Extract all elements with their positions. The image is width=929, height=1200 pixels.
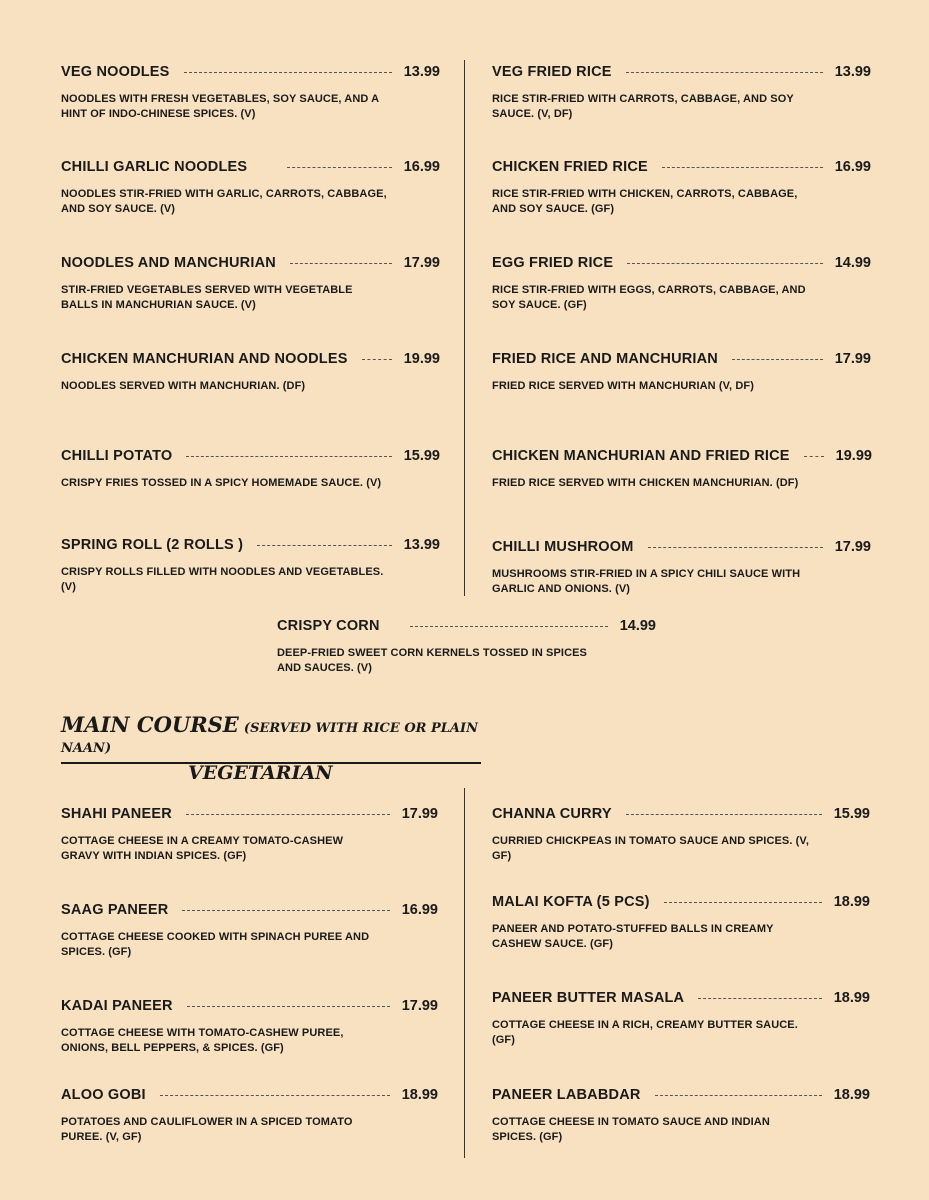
item-price: 16.99: [834, 159, 871, 175]
item-name: SAAG PANEER: [61, 902, 169, 918]
item-price: 13.99: [403, 537, 440, 553]
menu-item: [492, 64, 871, 122]
leader-dots: [664, 902, 822, 903]
item-description: MUSHROOMS STIR-FRIED IN A SPICY CHILI SAUCE WITH GARLIC AND ONIONS. (V): [492, 568, 801, 595]
section-title: MAIN COURSE: [61, 712, 239, 737]
item-description: POTATOES AND CAULIFLOWER IN A SPICED TOMATO PUREE. (V, GF): [61, 1116, 353, 1143]
menu-item: [61, 1087, 438, 1145]
item-price: 18.99: [833, 894, 870, 910]
item-price: 16.99: [403, 159, 440, 175]
menu-item: [492, 255, 871, 313]
item-name: EGG FRIED RICE: [492, 255, 614, 271]
menu-item: [61, 159, 440, 217]
item-name: CHICKEN MANCHURIAN AND NOODLES: [61, 351, 348, 367]
leader-dots: [257, 545, 392, 546]
leader-dots: [184, 72, 392, 73]
item-price: 18.99: [833, 990, 870, 1006]
leader-dots: [182, 910, 389, 911]
item-name: SPRING ROLL (2 ROLLS ): [61, 537, 244, 553]
item-price: 19.99: [835, 448, 872, 464]
item-description: CRISPY ROLLS FILLED WITH NOODLES AND VEGETABLES. (V): [61, 566, 384, 593]
item-description: DEEP-FRIED SWEET CORN KERNELS TOSSED IN SPICES AND SAUCES. (V): [277, 647, 587, 674]
menu-item: [61, 537, 440, 595]
item-name: ALOO GOBI: [61, 1087, 146, 1103]
item-price: 19.99: [403, 351, 440, 367]
item-description: COTTAGE CHEESE COOKED WITH SPINACH PUREE AND SPICES. (GF): [61, 931, 370, 958]
item-price: 13.99: [403, 64, 440, 80]
vegetarian-heading: VEGETARIAN: [188, 762, 333, 784]
item-name: CHILLI GARLIC NOODLES: [61, 159, 248, 175]
item-description: FRIED RICE SERVED WITH MANCHURIAN (V, DF): [492, 380, 754, 392]
item-price: 17.99: [403, 255, 440, 271]
menu-item: [492, 351, 871, 394]
leader-dots: [732, 359, 823, 360]
leader-dots: [362, 359, 392, 360]
item-name: CHANNA CURRY: [492, 806, 612, 822]
item-price: 14.99: [834, 255, 871, 271]
leader-dots: [187, 1006, 390, 1007]
leader-dots: [410, 626, 608, 627]
item-name: CHICKEN MANCHURIAN AND FRIED RICE: [492, 448, 790, 464]
item-name: KADAI PANEER: [61, 998, 173, 1014]
leader-dots: [626, 814, 822, 815]
leader-dots: [626, 72, 823, 73]
item-name: MALAI KOFTA (5 PCS): [492, 894, 650, 910]
item-description: FRIED RICE SERVED WITH CHICKEN MANCHURIAN. (DF): [492, 477, 799, 489]
menu-item: [61, 806, 438, 864]
item-price: 15.99: [833, 806, 870, 822]
leader-dots: [698, 998, 821, 999]
item-description: NOODLES STIR-FRIED WITH GARLIC, CARROTS, CABBAGE, AND SOY SAUCE. (V): [61, 188, 387, 215]
leader-dots: [662, 167, 823, 168]
item-name: VEG NOODLES: [61, 64, 170, 80]
item-description: RICE STIR-FRIED WITH CHICKEN, CARROTS, CABBAGE, AND SOY SAUCE. (GF): [492, 188, 798, 215]
leader-dots: [648, 547, 823, 548]
menu-item-center: [277, 618, 656, 676]
item-price: 16.99: [401, 902, 438, 918]
leader-dots: [655, 1095, 822, 1096]
item-name: CRISPY CORN: [277, 618, 380, 634]
item-description: PANEER AND POTATO-STUFFED BALLS IN CREAMY CASHEW SAUCE. (GF): [492, 923, 774, 950]
item-description: NOODLES SERVED WITH MANCHURIAN. (DF): [61, 380, 306, 392]
menu-item: [492, 806, 870, 864]
item-price: 18.99: [401, 1087, 438, 1103]
item-description: CURRIED CHICKPEAS IN TOMATO SAUCE AND SPICES. (V, GF): [492, 835, 810, 862]
menu-item: [492, 990, 870, 1048]
item-price: 17.99: [401, 806, 438, 822]
menu-item: [61, 64, 440, 122]
leader-dots: [804, 456, 824, 457]
item-description: COTTAGE CHEESE IN TOMATO SAUCE AND INDIAN SPICES. (GF): [492, 1116, 770, 1143]
leader-dots: [186, 814, 390, 815]
leader-dots: [287, 167, 391, 168]
item-price: 17.99: [834, 351, 871, 367]
leader-dots: [186, 456, 391, 457]
item-name: NOODLES AND MANCHURIAN: [61, 255, 276, 271]
item-name: CHICKEN FRIED RICE: [492, 159, 648, 175]
item-name: SHAHI PANEER: [61, 806, 172, 822]
menu-item: [61, 448, 440, 491]
section-subtitle: (SERVED WITH RICE OR PLAIN NAAN): [61, 721, 478, 756]
leader-dots: [290, 263, 392, 264]
menu-item: [492, 159, 871, 217]
item-name: CHILLI MUSHROOM: [492, 539, 634, 555]
item-name: FRIED RICE AND MANCHURIAN: [492, 351, 718, 367]
item-name: PANEER LABABDAR: [492, 1087, 641, 1103]
item-price: 18.99: [833, 1087, 870, 1103]
item-description: NOODLES WITH FRESH VEGETABLES, SOY SAUCE, AND A HINT OF INDO-CHINESE SPICES. (V): [61, 93, 379, 120]
item-name: VEG FRIED RICE: [492, 64, 612, 80]
item-price: 15.99: [403, 448, 440, 464]
menu-item: [61, 902, 438, 960]
item-description: COTTAGE CHEESE WITH TOMATO-CASHEW PUREE, ONIONS, BELL PEPPERS, & SPICES. (GF): [61, 1027, 344, 1054]
item-name: PANEER BUTTER MASALA: [492, 990, 685, 1006]
item-name: CHILLI POTATO: [61, 448, 173, 464]
item-price: 17.99: [401, 998, 438, 1014]
menu-item: [492, 539, 871, 597]
leader-dots: [160, 1095, 390, 1096]
menu-item: [492, 894, 870, 952]
item-price: 17.99: [834, 539, 871, 555]
item-description: COTTAGE CHEESE IN A CREAMY TOMATO-CASHEW GRAVY WITH INDIAN SPICES. (GF): [61, 835, 344, 862]
item-description: RICE STIR-FRIED WITH EGGS, CARROTS, CABBAGE, AND SOY SAUCE. (GF): [492, 284, 806, 311]
item-price: 14.99: [619, 618, 656, 634]
leader-dots: [627, 263, 822, 264]
menu-item: [492, 448, 871, 491]
item-description: COTTAGE CHEESE IN A RICH, CREAMY BUTTER SAUCE. (GF): [492, 1019, 798, 1046]
main-course-heading: [61, 712, 481, 764]
item-description: STIR-FRIED VEGETABLES SERVED WITH VEGETABLE BALLS IN MANCHURIAN SAUCE. (V): [61, 284, 353, 311]
menu-item: [61, 255, 440, 313]
menu-item: [61, 998, 438, 1056]
item-description: RICE STIR-FRIED WITH CARROTS, CABBAGE, AND SOY SAUCE. (V, DF): [492, 93, 794, 120]
column-divider-top: [464, 60, 465, 596]
menu-item: [61, 351, 440, 394]
column-divider-bottom: [464, 788, 465, 1158]
item-description: CRISPY FRIES TOSSED IN A SPICY HOMEMADE SAUCE. (V): [61, 477, 382, 489]
item-price: 13.99: [834, 64, 871, 80]
menu-item: [492, 1087, 870, 1145]
